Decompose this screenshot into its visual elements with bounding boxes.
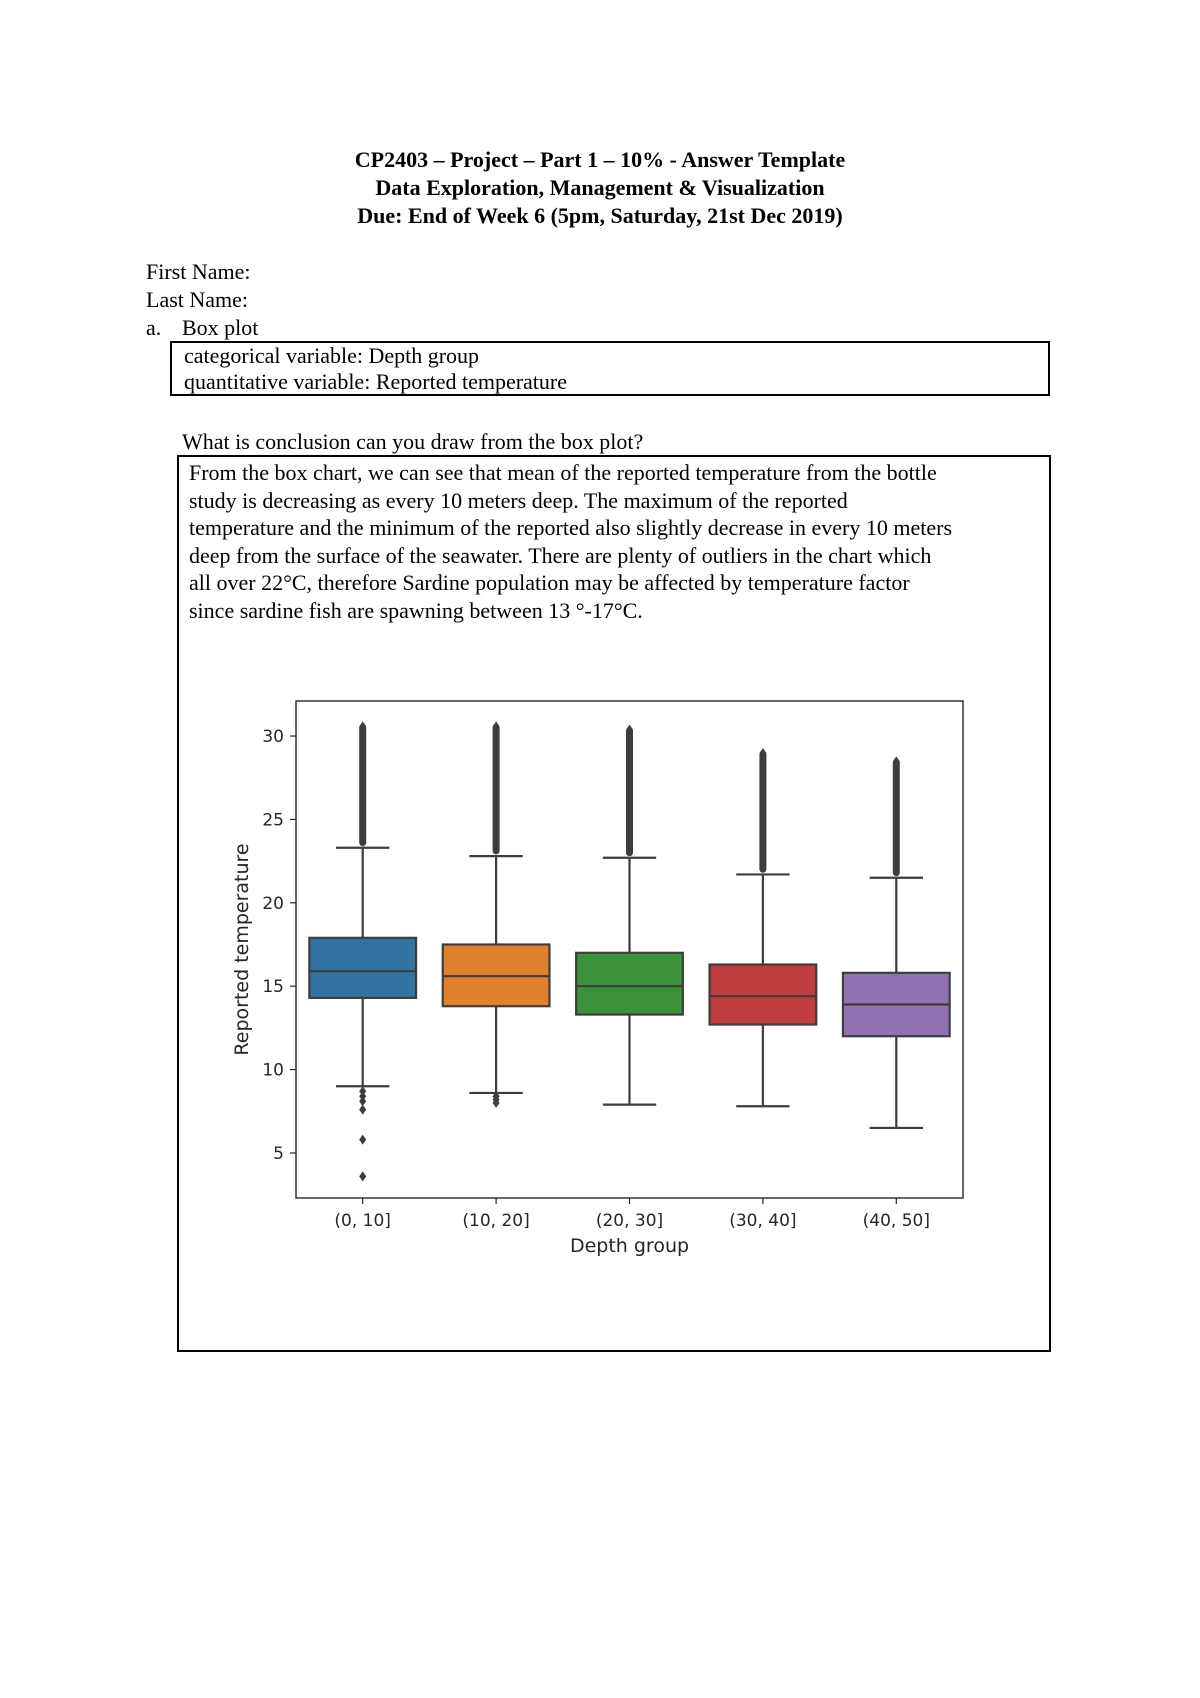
- answer-line: From the box chart, we can see that mean of the reported temperature from the bottle: [189, 460, 937, 485]
- section-title: Box plot: [182, 315, 259, 340]
- answer-line: all over 22°C, therefore Sardine population may be affected by temperature factor: [189, 570, 910, 595]
- quantitative-variable: quantitative variable: Reported temperature: [184, 369, 568, 394]
- conclusion-question: What is conclusion can you draw from the box plot?: [182, 429, 644, 454]
- x-tick-label: (30, 40]: [729, 1211, 797, 1231]
- answer-line: study is decreasing as every 10 meters deep. The maximum of the reported: [189, 487, 848, 513]
- document-subtitle: Data Exploration, Management & Visualization: [375, 175, 825, 200]
- due-date: Due: End of Week 6 (5pm, Saturday, 21st Dec 2019): [357, 203, 843, 228]
- answer-line: deep from the surface of the seawater. There are plenty of outliers in the chart which: [189, 542, 932, 568]
- y-tick-label: 10: [262, 1060, 284, 1081]
- x-tick-label: (40, 50]: [862, 1211, 930, 1231]
- y-tick-label: 5: [273, 1143, 284, 1164]
- answer-box: [177, 455, 1051, 1352]
- answer-line: temperature and the minimum of the reported also slightly decrease in every 10 meters: [189, 515, 953, 540]
- x-axis-label: Depth group: [569, 1235, 690, 1257]
- first-name-field: First Name:: [146, 259, 251, 284]
- categorical-variable: categorical variable: Depth group: [184, 343, 480, 368]
- document-title: CP2403 – Project – Part 1 – 10% - Answer Template: [354, 147, 846, 172]
- answer-line: since sardine fish are spawning between 13 °-17°C.: [189, 597, 643, 623]
- document-title-block: [0, 146, 1200, 230]
- last-name-field: Last Name:: [146, 287, 249, 312]
- x-tick-label: (20, 30]: [595, 1211, 664, 1231]
- y-axis-label: Reported temperature: [231, 843, 253, 1056]
- y-tick-label: 25: [262, 810, 284, 831]
- variables-box: [170, 341, 1050, 396]
- y-tick-label: 15: [262, 977, 284, 998]
- answer-text: [189, 459, 1039, 624]
- section-marker: a.: [146, 315, 162, 340]
- section-a-heading: [146, 314, 258, 342]
- x-tick-label: (0, 10]: [334, 1211, 391, 1231]
- x-tick-label: (10, 20]: [462, 1211, 530, 1231]
- y-tick-label: 20: [262, 893, 284, 914]
- y-tick-label: 30: [262, 727, 284, 748]
